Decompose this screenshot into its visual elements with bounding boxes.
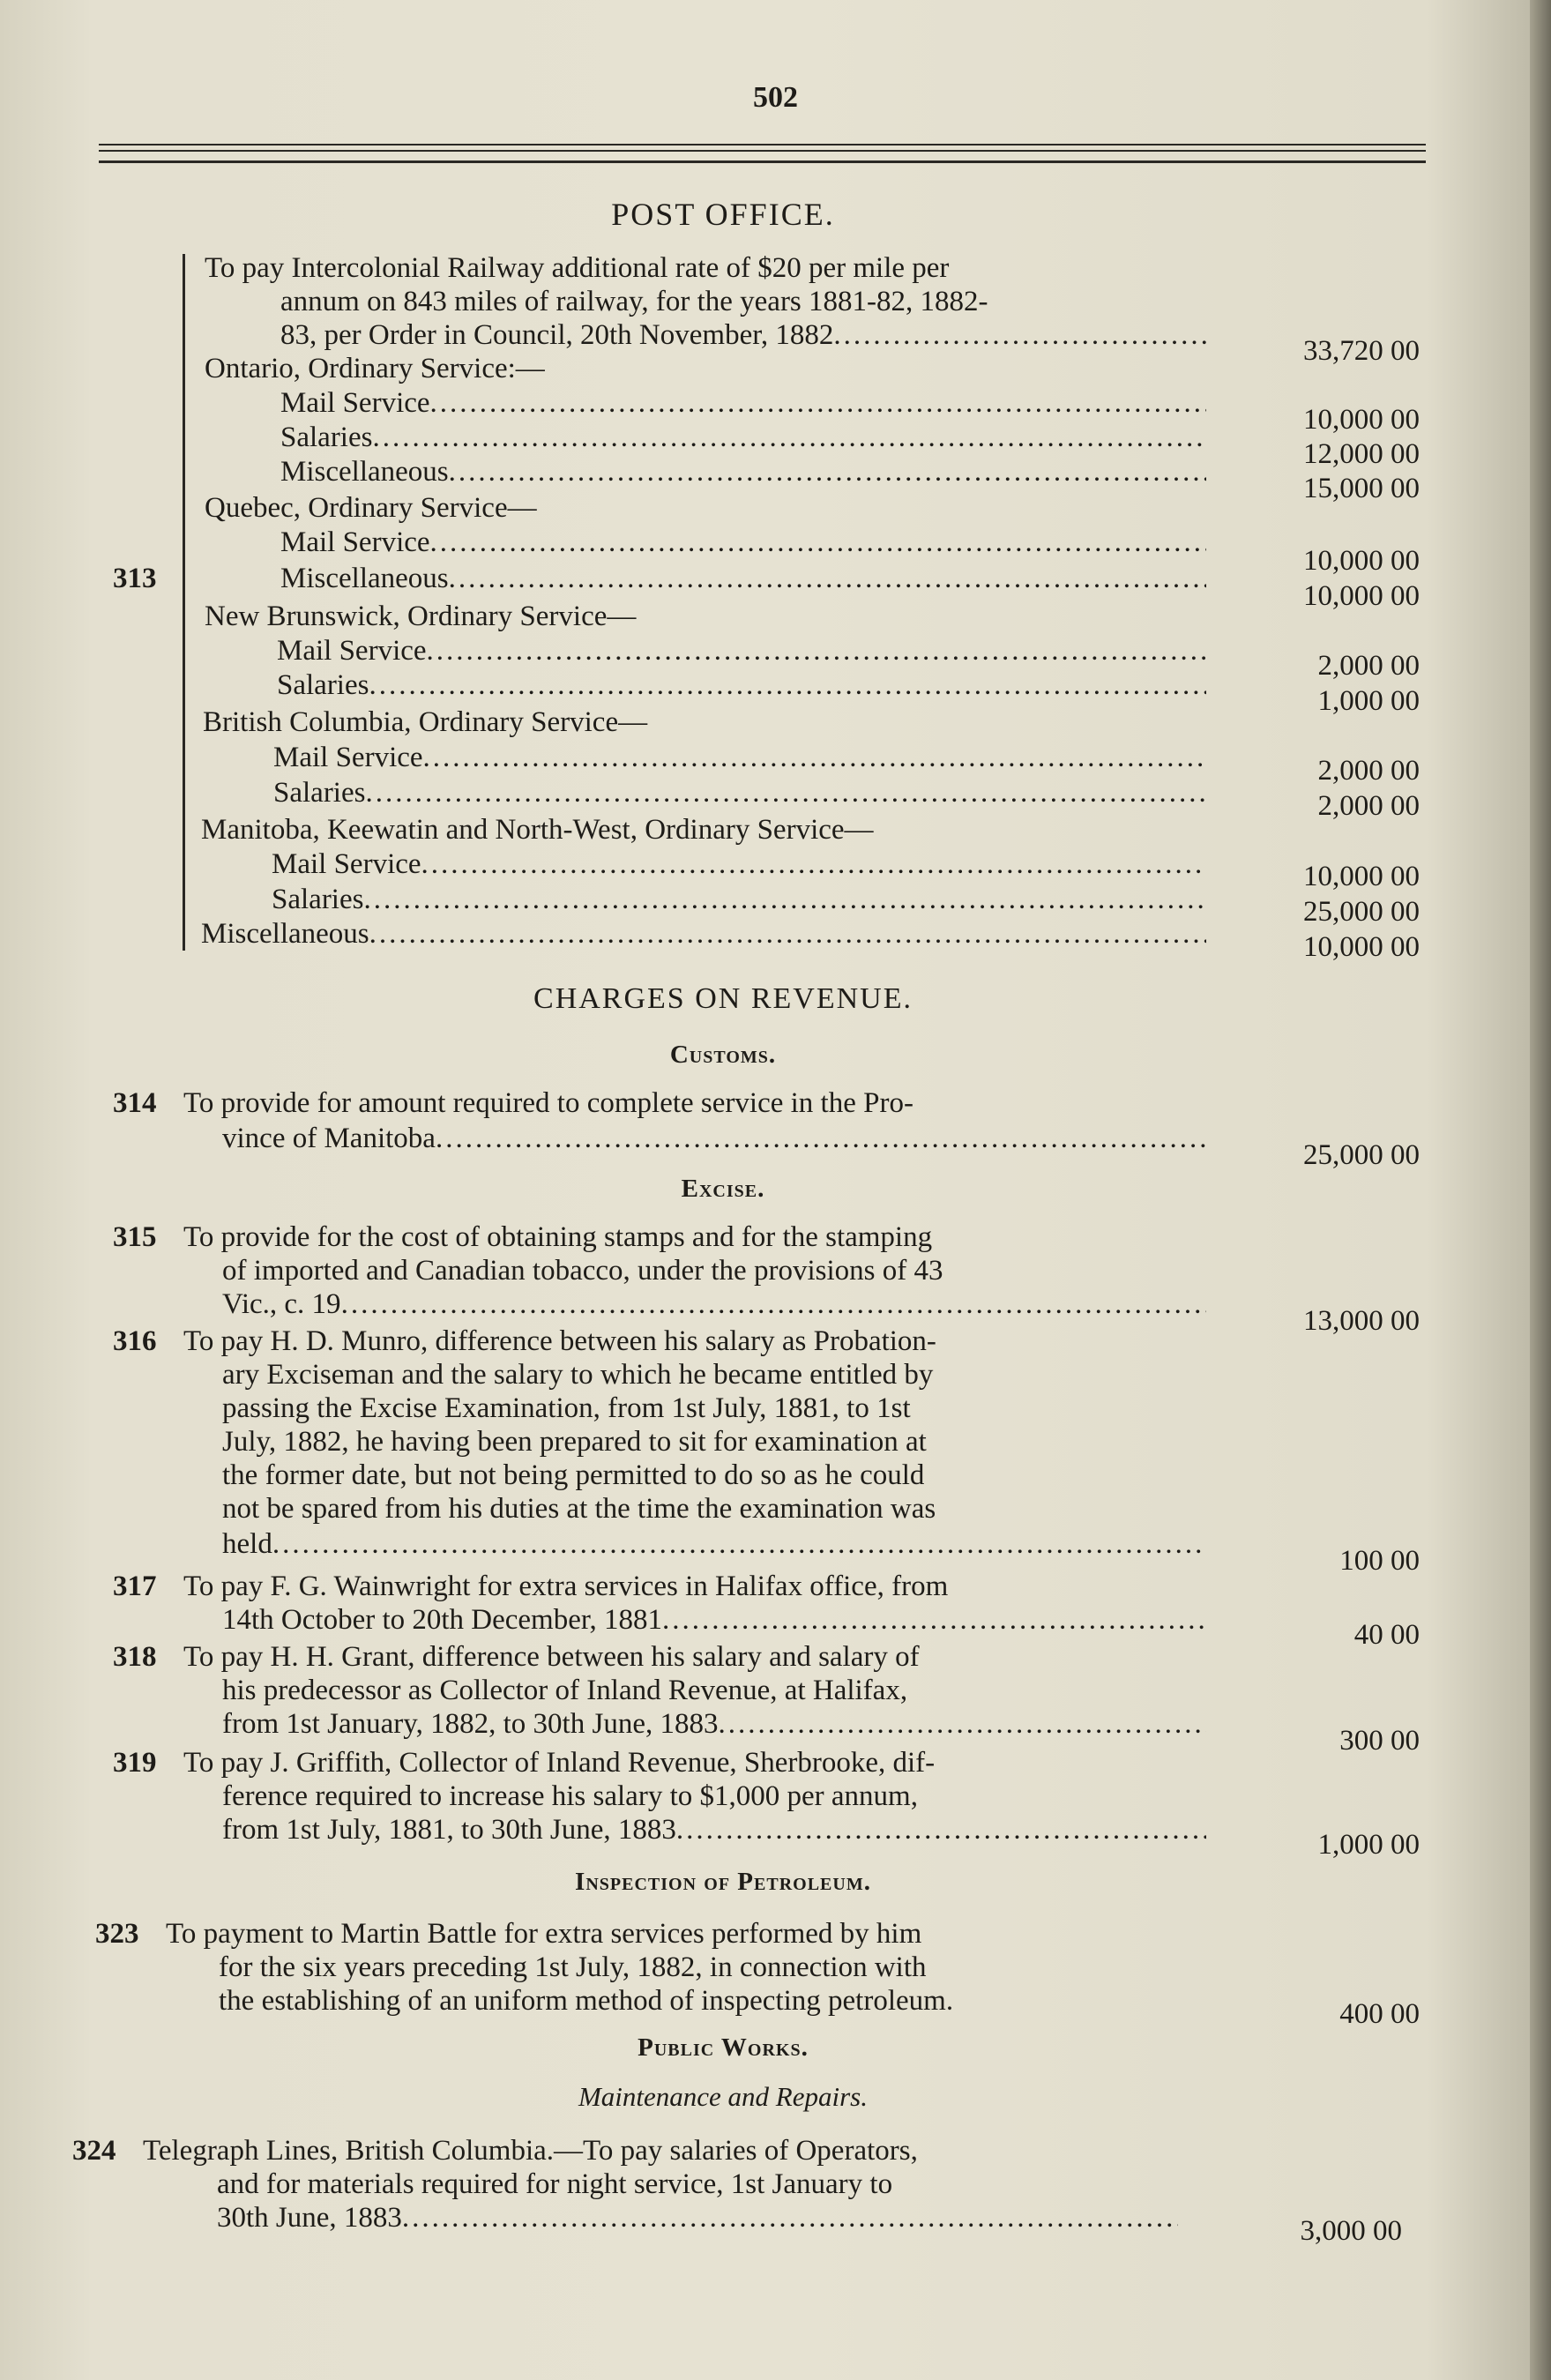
entry-label: Salaries	[272, 884, 364, 915]
item-text: from 1st January, 1882, to 30th June, 1883	[222, 1708, 719, 1740]
page-edge-shadow	[1530, 0, 1551, 2380]
amount: 100 00	[1339, 1545, 1420, 1577]
leader-dots	[365, 776, 1206, 809]
section-title-post-office: POST OFFICE.	[611, 197, 835, 232]
entry-label: Miscellaneous	[280, 456, 449, 488]
item-text: To pay J. Griffith, Collector of Inland Revenue, Sherbrooke, dif-	[183, 1747, 936, 1779]
entry-line	[222, 1287, 1206, 1321]
entry-label: Mail Service	[277, 635, 427, 667]
item-number: 324	[72, 2135, 116, 2167]
leader-dots	[423, 741, 1206, 774]
item-line	[113, 1570, 948, 1603]
item-line	[113, 1086, 913, 1120]
subsection-title-customs: Customs.	[669, 1041, 777, 1069]
section-title-charges: CHARGES ON REVENUE.	[533, 982, 913, 1015]
entry-label: Salaries	[280, 422, 373, 453]
leader-dots	[430, 386, 1206, 420]
item-text: Vic., c. 19	[222, 1288, 341, 1320]
entry-line	[273, 776, 1206, 809]
entry-line	[280, 562, 1206, 595]
leader-dots	[449, 562, 1206, 595]
entry-label: Mail Service	[280, 526, 430, 558]
text-line: of imported and Canadian tobacco, under the provisions of 43	[222, 1255, 943, 1287]
item-text: Telegraph Lines, British Columbia.—To pay salaries of Operators,	[143, 2135, 918, 2167]
entry-line	[280, 526, 1206, 559]
entry-label: Salaries	[273, 777, 366, 809]
entry-line	[222, 1122, 1206, 1155]
subheading: New Brunswick, Ordinary Service—	[205, 601, 637, 632]
item-line	[95, 1917, 921, 1951]
entry-line	[217, 2201, 1178, 2235]
item-number: 314	[113, 1087, 157, 1119]
entry-line	[201, 917, 1206, 951]
amount: 10,000 00	[1303, 580, 1420, 612]
item-text: To pay H. H. Grant, difference between his salary and salary of	[183, 1641, 920, 1673]
item-line	[113, 1640, 920, 1674]
item-line	[113, 1324, 936, 1358]
page-number: 502	[753, 81, 798, 114]
item-number: 318	[113, 1641, 157, 1673]
item-number: 323	[95, 1918, 139, 1950]
leader-dots	[662, 1603, 1206, 1637]
entry-label: Mail Service	[272, 848, 421, 880]
leader-dots	[272, 1527, 1206, 1561]
entry-line	[222, 1603, 1206, 1637]
header-rule	[99, 150, 1426, 152]
amount: 25,000 00	[1303, 1139, 1420, 1171]
item-number: 319	[113, 1747, 157, 1779]
entry-line	[277, 668, 1206, 702]
subsection-title-excise: Excise.	[681, 1175, 765, 1203]
subsection-title-petroleum: Inspection of Petroleum.	[575, 1868, 871, 1896]
amount: 2,000 00	[1317, 755, 1420, 787]
subheading: Quebec, Ordinary Service—	[205, 492, 537, 524]
leader-dots	[372, 421, 1206, 454]
entry-label: Miscellaneous	[201, 918, 369, 950]
amount: 2,000 00	[1317, 790, 1420, 822]
item-text: To pay F. G. Wainwright for extra services in Halifax office, from	[183, 1571, 949, 1602]
text-line: and for materials required for night service, 1st January to	[217, 2168, 893, 2200]
entry-line	[277, 634, 1206, 668]
header-rule	[99, 160, 1426, 163]
amount: 400 00	[1339, 1998, 1420, 2030]
text-line: not be spared from his duties at the time the examination was	[222, 1493, 936, 1525]
subheading: British Columbia, Ordinary Service—	[203, 706, 648, 738]
item-line	[113, 1746, 935, 1779]
amount: 13,000 00	[1303, 1305, 1420, 1337]
item-text: To pay H. D. Munro, difference between his salary as Probation-	[183, 1325, 936, 1357]
entry-label: Miscellaneous	[280, 563, 449, 594]
amount: 25,000 00	[1303, 896, 1420, 928]
item-text: To payment to Martin Battle for extra services performed by him	[166, 1918, 922, 1950]
leader-dots	[421, 847, 1206, 881]
entry-line	[272, 847, 1206, 881]
leader-dots	[402, 2201, 1178, 2235]
leader-dots	[676, 1813, 1206, 1847]
leader-dots	[833, 318, 1206, 352]
text-line: for the six years preceding 1st July, 1882, in connection with	[219, 1951, 927, 1983]
text-line: ference required to increase his salary to $1,000 per annum,	[222, 1780, 918, 1812]
item-number: 317	[113, 1571, 157, 1602]
entry-line	[280, 421, 1206, 454]
text-line: his predecessor as Collector of Inland Revenue, at Halifax,	[222, 1675, 908, 1706]
text-line: To pay Intercolonial Railway additional rate of $20 per mile per	[205, 252, 950, 284]
amount: 15,000 00	[1303, 473, 1420, 504]
entry-label: Mail Service	[273, 742, 423, 773]
section-bracket	[183, 254, 194, 951]
text-line: the establishing of an uniform method of inspecting petroleum.	[219, 1985, 954, 2017]
entry-line	[280, 386, 1206, 420]
entry-label: Mail Service	[280, 387, 430, 419]
amount: 10,000 00	[1303, 404, 1420, 436]
leader-dots	[430, 526, 1206, 559]
leader-dots	[436, 1122, 1206, 1155]
subsection-title-maintenance: Maintenance and Repairs.	[578, 2081, 868, 2112]
item-text: held	[222, 1528, 272, 1560]
subheading: Manitoba, Keewatin and North-West, Ordinary Service—	[201, 814, 874, 846]
item-line	[113, 1220, 932, 1254]
amount: 12,000 00	[1303, 438, 1420, 470]
leader-dots	[369, 668, 1206, 702]
text-line: ary Exciseman and the salary to which he became entitled by	[222, 1359, 934, 1391]
subheading: Ontario, Ordinary Service:—	[205, 353, 545, 384]
leader-dots	[718, 1707, 1206, 1741]
amount: 10,000 00	[1303, 861, 1420, 892]
item-number: 315	[113, 1221, 157, 1253]
item-text: To provide for amount required to complete service in the Pro-	[183, 1087, 913, 1119]
leader-dots	[363, 883, 1206, 916]
item-line	[72, 2134, 918, 2167]
item-text: To provide for the cost of obtaining stamps and for the stamping	[183, 1221, 933, 1253]
amount: 3,000 00	[1300, 2215, 1402, 2247]
text-line: annum on 843 miles of railway, for the years 1881-82, 1882-	[280, 286, 988, 317]
entry-line	[222, 1527, 1206, 1561]
leader-dots	[449, 455, 1206, 489]
amount: 300 00	[1339, 1725, 1420, 1757]
amount: 10,000 00	[1303, 931, 1420, 963]
entry-line	[222, 1813, 1206, 1847]
subsection-title-public-works: Public Works.	[638, 2033, 809, 2062]
entry-label: Salaries	[277, 669, 369, 701]
item-text: 14th October to 20th December, 1881	[222, 1604, 663, 1636]
amount: 40 00	[1353, 1619, 1420, 1651]
text-line: passing the Excise Examination, from 1st July, 1881, to 1st	[222, 1392, 911, 1424]
header-rule	[99, 144, 1426, 145]
item-text: 30th June, 1883	[217, 2202, 402, 2234]
item-number: 316	[113, 1325, 157, 1357]
amount: 10,000 00	[1303, 545, 1420, 577]
amount: 1,000 00	[1317, 685, 1420, 717]
entry-line	[272, 883, 1206, 916]
leader-dots	[341, 1287, 1206, 1321]
entry-text: 83, per Order in Council, 20th November, 1882	[280, 319, 834, 351]
entry-line	[222, 1707, 1206, 1741]
leader-dots	[427, 634, 1206, 668]
amount: 1,000 00	[1317, 1829, 1420, 1861]
leader-dots	[369, 917, 1206, 951]
item-text: vince of Manitoba	[222, 1123, 436, 1154]
text-line: July, 1882, he having been prepared to sit for examination at	[222, 1426, 927, 1458]
entry-line	[273, 741, 1206, 774]
amount: 33,720 00	[1303, 335, 1420, 367]
item-text: from 1st July, 1881, to 30th June, 1883	[222, 1814, 676, 1846]
entry-line	[280, 455, 1206, 489]
entry-line	[280, 318, 1206, 352]
section-number: 313	[113, 563, 157, 594]
amount: 2,000 00	[1317, 650, 1420, 682]
text-line: the former date, but not being permitted to do so as he could	[222, 1459, 925, 1491]
